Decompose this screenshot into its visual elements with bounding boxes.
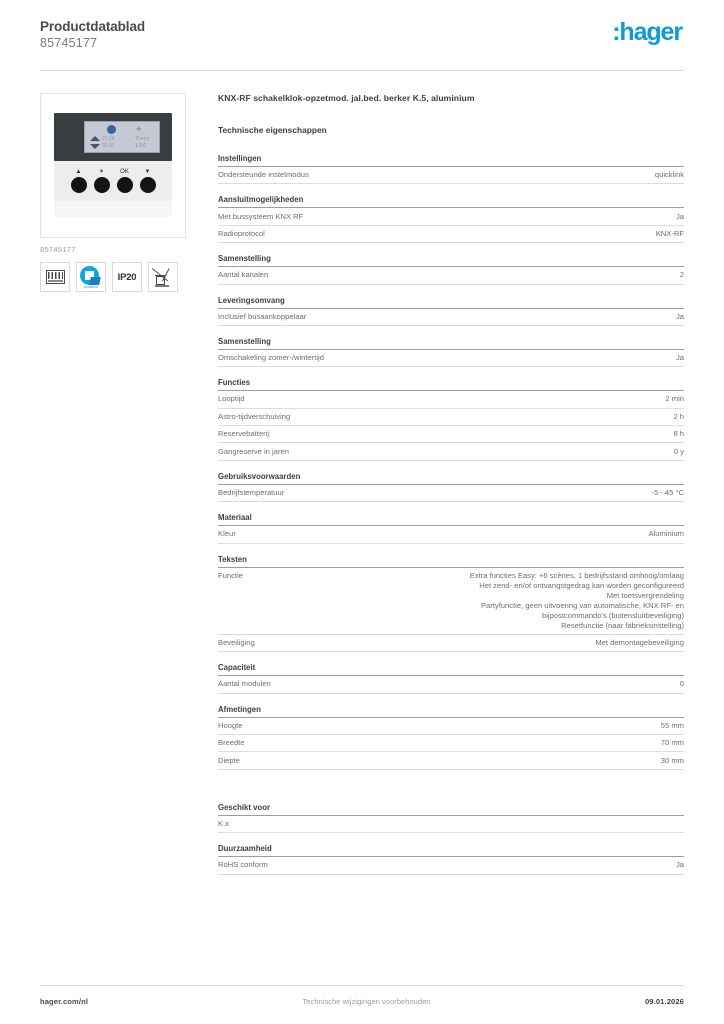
weee-underline xyxy=(155,285,169,287)
spec-row-value xyxy=(334,353,684,363)
spec-value-line: 55 mm xyxy=(660,720,684,730)
spec-row-value xyxy=(300,412,684,422)
weee-icon xyxy=(153,267,173,287)
document-reference: 85745177 xyxy=(40,36,98,50)
page-body xyxy=(40,71,684,886)
spec-row-value xyxy=(281,679,684,689)
spec-row xyxy=(218,526,684,543)
page-footer xyxy=(40,985,684,1006)
footer-date: 09.01.2026 xyxy=(644,997,684,1006)
footer-disclaimer: Technische wijzigingen voorbehouden xyxy=(302,997,431,1006)
device-button-panel xyxy=(54,161,172,201)
lcd-text-date: 30.41 xyxy=(102,142,115,149)
button-cap xyxy=(71,177,87,193)
spec-row-value xyxy=(265,638,684,648)
spec-value-line: Met toetsvergrendeling xyxy=(606,590,684,600)
spec-row xyxy=(218,267,684,284)
page-header xyxy=(40,0,684,62)
spec-row-value xyxy=(316,312,684,322)
spec-row xyxy=(218,635,684,652)
spec-row xyxy=(218,167,684,184)
spec-value-line: 30 mm xyxy=(660,755,684,765)
spec-group xyxy=(218,472,684,502)
hager-logo: :hager xyxy=(612,18,682,46)
quicklink-badge xyxy=(76,262,106,292)
spec-row-value xyxy=(253,721,685,731)
arrow-down-icon xyxy=(90,144,100,149)
specifications-column xyxy=(188,93,684,886)
spec-group-title: Leveringsomvang xyxy=(218,296,684,309)
device-button-row xyxy=(70,169,156,193)
spec-row-label: Ondersteunde instelmodus xyxy=(218,170,309,180)
device-button-menu xyxy=(93,169,110,193)
spec-row-label: Radioprotocol xyxy=(218,228,265,238)
spec-value-line: bijpostcommando's (buitensluitbeveiliging) xyxy=(541,610,684,620)
button-cap xyxy=(94,177,110,193)
spec-value-line: Partyfunctie, geen uitvoering van automatische, KNX RF- en xyxy=(480,600,684,610)
spec-group xyxy=(218,337,684,367)
ip-rating-label: IP20 xyxy=(117,271,137,283)
spec-row-label: Beveiliging xyxy=(218,638,255,648)
spec-group-title: Capaciteit xyxy=(218,663,684,676)
spec-value-line: Ja xyxy=(675,353,684,363)
spec-row-label: Hoogte xyxy=(218,720,243,730)
specifications-heading: Technische eigenschappen xyxy=(218,125,327,135)
spec-row-label: Looptijd xyxy=(218,394,245,404)
section-spacer xyxy=(218,781,684,803)
spec-value-line: 0 y xyxy=(673,446,684,456)
spec-value-line: 2 xyxy=(679,270,684,280)
header-titles xyxy=(40,18,145,52)
spec-row-label: Met bussysteem KNX RF xyxy=(218,211,304,221)
product-media-column xyxy=(40,93,188,292)
spec-group-title: Geschikt voor xyxy=(218,803,684,816)
spec-group xyxy=(218,705,684,770)
spec-row xyxy=(218,391,684,408)
clock-icon xyxy=(107,125,116,134)
spec-row-value xyxy=(319,170,684,180)
spec-value-line: 2 h xyxy=(673,411,684,421)
spec-group xyxy=(218,663,684,693)
spec-row-value xyxy=(255,738,684,748)
spec-row-label: Functie xyxy=(218,570,243,580)
device-button-down xyxy=(139,169,156,193)
star-icon: ✶ xyxy=(98,168,105,175)
device-display-panel xyxy=(54,113,172,161)
ip-rating-badge xyxy=(112,262,142,292)
spec-row-value xyxy=(278,860,684,870)
triangle-down-icon: ▼ xyxy=(144,168,151,175)
spec-group xyxy=(218,378,684,461)
spec-value-line: Ja xyxy=(675,211,684,221)
spec-row-value xyxy=(279,429,684,439)
spec-row xyxy=(218,409,684,426)
spec-value-line: Aluminium xyxy=(648,529,684,539)
spec-group-title: Aansluitmogelijkheden xyxy=(218,195,684,208)
device-base xyxy=(54,201,172,217)
spec-group-title: Afmetingen xyxy=(218,705,684,718)
spec-group xyxy=(218,844,684,874)
spec-row-label: Bedrijfstemperatuur xyxy=(218,487,285,497)
spec-row-value xyxy=(253,571,684,631)
spec-group-title: Instellingen xyxy=(218,154,684,167)
spec-row-label: RoHS conform xyxy=(218,860,268,870)
sun-icon: ✦ xyxy=(135,123,143,134)
spec-row xyxy=(218,485,684,502)
device-button-up xyxy=(70,169,87,193)
ok-label-icon: OK xyxy=(120,168,129,175)
spec-group xyxy=(218,154,684,184)
quicklink-icon xyxy=(80,266,102,288)
spec-row xyxy=(218,816,684,833)
footer-content xyxy=(40,986,684,1006)
spec-row xyxy=(218,568,684,635)
spec-row-value xyxy=(278,270,684,280)
spec-row xyxy=(218,443,684,460)
spec-group-title: Duurzaamheid xyxy=(218,844,684,857)
spec-group-title: Samenstelling xyxy=(218,337,684,350)
spec-group-title: Teksten xyxy=(218,555,684,568)
spec-row xyxy=(218,752,684,769)
spec-group xyxy=(218,254,684,284)
lcd-screen xyxy=(84,121,160,153)
spec-row xyxy=(218,426,684,443)
spec-row-label: Diepte xyxy=(218,755,240,765)
spec-value-line: Met demontagebeveiliging xyxy=(595,638,684,648)
flush-mount-badge xyxy=(40,262,70,292)
spec-group xyxy=(218,803,684,833)
spec-row-label: Kleur xyxy=(218,529,236,539)
specification-groups xyxy=(218,154,684,875)
product-reference-caption: 85745177 xyxy=(40,245,76,254)
button-cap xyxy=(140,177,156,193)
spec-row-value xyxy=(246,529,684,539)
spec-group-title: Samenstelling xyxy=(218,254,684,267)
weee-badge xyxy=(148,262,178,292)
spec-row-value xyxy=(294,488,684,498)
product-name: KNX-RF schakelklok-opzetmod. jal.bed. berker K.5, aluminium xyxy=(218,93,475,103)
spec-value-line: 70 mm xyxy=(660,738,684,748)
footer-website[interactable]: hager.com/nl xyxy=(40,997,89,1006)
page-title: Productdatablad xyxy=(40,19,146,34)
spec-value-line: -5 - 45 °C xyxy=(651,487,684,497)
spec-row-label: Aantal kanalen xyxy=(218,270,269,280)
spec-row xyxy=(218,718,684,735)
spec-value-line: KNX-RF xyxy=(655,228,684,238)
spec-row-label: K.x xyxy=(218,818,229,828)
spec-row-label: Astro-tijdverschuiving xyxy=(218,411,291,421)
quicklink-label: quicklink xyxy=(83,285,99,289)
spec-row xyxy=(218,226,684,243)
spec-value-line: 0 xyxy=(679,679,684,689)
spec-group xyxy=(218,513,684,543)
spec-value-line: Het zend- en/of ontvangstgedrag kan worden geconfigureerd xyxy=(479,580,684,590)
product-image-frame xyxy=(40,93,186,238)
certification-badges xyxy=(40,262,188,292)
spec-group-title: Gebruiksvoorwaarden xyxy=(218,472,684,485)
flush-mount-icon xyxy=(46,270,65,284)
triangle-up-icon: ▲ xyxy=(75,168,82,175)
button-cap xyxy=(117,177,133,193)
spec-group xyxy=(218,555,684,653)
spec-row-label: Omschakeling zomer-/wintertijd xyxy=(218,353,324,363)
spec-row-value xyxy=(275,229,684,239)
lcd-text-time: 21:14 xyxy=(102,135,115,142)
spec-value-line: 8 h xyxy=(673,429,684,439)
spec-row-value xyxy=(250,756,684,766)
spec-value-line: 2 min xyxy=(665,394,684,404)
spec-group xyxy=(218,296,684,326)
spec-row xyxy=(218,309,684,326)
spec-row-value xyxy=(299,447,684,457)
spec-row xyxy=(218,676,684,693)
spec-row-label: Gangreserve in jaren xyxy=(218,446,289,456)
lcd-text-value: 1.3.0 xyxy=(135,142,147,149)
spec-value-line: Ja xyxy=(675,860,684,870)
spec-group-title: Functies xyxy=(218,378,684,391)
spec-value-line: Ja xyxy=(675,311,684,321)
quicklink-tail xyxy=(89,277,101,285)
spec-row xyxy=(218,857,684,874)
spec-group-title: Materiaal xyxy=(218,513,684,526)
spec-row-value xyxy=(255,394,684,404)
spec-value-line: Extra functies Easy: +6 scènes, 1 bedrijfsstand omhoog/omlaag xyxy=(469,570,684,580)
spec-row-value xyxy=(313,212,684,222)
spec-row-label: Reservebatterij xyxy=(218,429,270,439)
spec-row-label: Inclusief busaankoppelaar xyxy=(218,311,307,321)
spec-row xyxy=(218,735,684,752)
device-button-ok xyxy=(116,169,133,193)
spec-row-label: Aantal modulen xyxy=(218,679,271,689)
spec-row xyxy=(218,350,684,367)
spec-group xyxy=(218,195,684,243)
lcd-text-mode: Therm xyxy=(135,135,150,142)
spec-value-line: quicklink xyxy=(654,170,684,180)
spec-value-line: Resetfunctie (naar fabrieksinstelling) xyxy=(561,620,684,630)
spec-row xyxy=(218,208,684,225)
arrow-up-icon xyxy=(90,136,100,141)
product-image xyxy=(50,103,176,229)
spec-row-label: Breedte xyxy=(218,738,245,748)
